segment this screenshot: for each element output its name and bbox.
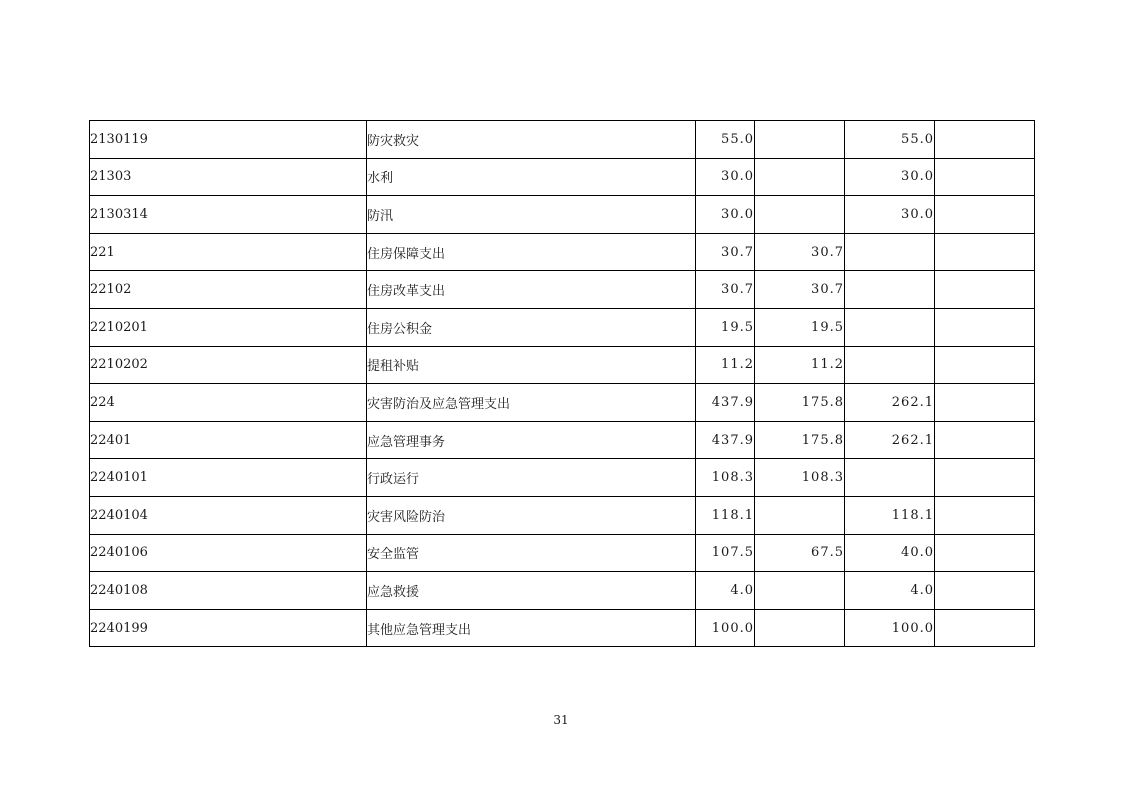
page-number: 31 [553, 713, 569, 727]
table-row [90, 421, 1035, 459]
function-code-cell: 2130119 [90, 121, 367, 159]
function-code-cell: 2240101 [90, 459, 367, 497]
other-cell [935, 158, 1035, 196]
total-amount-cell: 118.1 [696, 496, 755, 534]
basic-expenditure-cell [755, 572, 845, 610]
project-expenditure-cell [845, 346, 935, 384]
total-amount-cell: 108.3 [696, 459, 755, 497]
function-name-cell: 水利 [367, 158, 696, 196]
function-code-cell: 2240108 [90, 572, 367, 610]
other-cell [935, 459, 1035, 497]
function-name-cell: 应急管理事务 [367, 421, 696, 459]
basic-expenditure-cell: 108.3 [755, 459, 845, 497]
total-amount-cell: 437.9 [696, 421, 755, 459]
table-row [90, 609, 1035, 647]
project-expenditure-cell [845, 308, 935, 346]
basic-expenditure-cell: 19.5 [755, 308, 845, 346]
other-cell [935, 308, 1035, 346]
function-code-cell: 2210201 [90, 308, 367, 346]
basic-expenditure-cell [755, 121, 845, 159]
function-name-cell: 住房改革支出 [367, 271, 696, 309]
function-name-cell: 安全监管 [367, 534, 696, 572]
table-row [90, 271, 1035, 309]
table-row [90, 534, 1035, 572]
total-amount-cell: 107.5 [696, 534, 755, 572]
table-row [90, 158, 1035, 196]
total-amount-cell: 19.5 [696, 308, 755, 346]
table-row [90, 572, 1035, 610]
total-amount-cell: 30.7 [696, 233, 755, 271]
other-cell [935, 421, 1035, 459]
total-amount-cell: 11.2 [696, 346, 755, 384]
function-code-cell: 2210202 [90, 346, 367, 384]
function-name-cell: 灾害防治及应急管理支出 [367, 384, 696, 422]
table-row [90, 121, 1035, 159]
total-amount-cell: 100.0 [696, 609, 755, 647]
other-cell [935, 121, 1035, 159]
other-cell [935, 384, 1035, 422]
project-expenditure-cell: 262.1 [845, 421, 935, 459]
table-row [90, 196, 1035, 234]
total-amount-cell: 55.0 [696, 121, 755, 159]
project-expenditure-cell: 100.0 [845, 609, 935, 647]
table-row [90, 496, 1035, 534]
function-code-cell: 2240104 [90, 496, 367, 534]
other-cell [935, 196, 1035, 234]
function-code-cell: 221 [90, 233, 367, 271]
function-name-cell: 行政运行 [367, 459, 696, 497]
function-name-cell: 其他应急管理支出 [367, 609, 696, 647]
basic-expenditure-cell: 67.5 [755, 534, 845, 572]
function-name-cell: 防灾救灾 [367, 121, 696, 159]
project-expenditure-cell: 30.0 [845, 158, 935, 196]
function-code-cell: 22401 [90, 421, 367, 459]
basic-expenditure-cell: 175.8 [755, 384, 845, 422]
function-name-cell: 灾害风险防治 [367, 496, 696, 534]
total-amount-cell: 30.0 [696, 196, 755, 234]
other-cell [935, 609, 1035, 647]
function-code-cell: 21303 [90, 158, 367, 196]
project-expenditure-cell [845, 459, 935, 497]
basic-expenditure-cell [755, 196, 845, 234]
other-cell [935, 572, 1035, 610]
other-cell [935, 496, 1035, 534]
function-code-cell: 2240106 [90, 534, 367, 572]
table-row [90, 233, 1035, 271]
project-expenditure-cell: 4.0 [845, 572, 935, 610]
total-amount-cell: 4.0 [696, 572, 755, 610]
project-expenditure-cell [845, 271, 935, 309]
basic-expenditure-cell [755, 496, 845, 534]
basic-expenditure-cell: 30.7 [755, 271, 845, 309]
table-row [90, 384, 1035, 422]
table-row [90, 459, 1035, 497]
project-expenditure-cell [845, 233, 935, 271]
function-name-cell: 住房公积金 [367, 308, 696, 346]
project-expenditure-cell: 118.1 [845, 496, 935, 534]
basic-expenditure-cell [755, 609, 845, 647]
total-amount-cell: 30.0 [696, 158, 755, 196]
table-row [90, 308, 1035, 346]
total-amount-cell: 30.7 [696, 271, 755, 309]
basic-expenditure-cell: 30.7 [755, 233, 845, 271]
budget-table [89, 120, 1035, 647]
project-expenditure-cell: 262.1 [845, 384, 935, 422]
function-name-cell: 防汛 [367, 196, 696, 234]
other-cell [935, 233, 1035, 271]
table-row [90, 346, 1035, 384]
basic-expenditure-cell: 175.8 [755, 421, 845, 459]
project-expenditure-cell: 55.0 [845, 121, 935, 159]
other-cell [935, 534, 1035, 572]
function-code-cell: 224 [90, 384, 367, 422]
function-name-cell: 应急救援 [367, 572, 696, 610]
function-name-cell: 提租补贴 [367, 346, 696, 384]
function-code-cell: 22102 [90, 271, 367, 309]
project-expenditure-cell: 40.0 [845, 534, 935, 572]
function-name-cell: 住房保障支出 [367, 233, 696, 271]
other-cell [935, 346, 1035, 384]
other-cell [935, 271, 1035, 309]
basic-expenditure-cell [755, 158, 845, 196]
budget-table-body [90, 121, 1035, 647]
basic-expenditure-cell: 11.2 [755, 346, 845, 384]
total-amount-cell: 437.9 [696, 384, 755, 422]
function-code-cell: 2240199 [90, 609, 367, 647]
function-code-cell: 2130314 [90, 196, 367, 234]
project-expenditure-cell: 30.0 [845, 196, 935, 234]
